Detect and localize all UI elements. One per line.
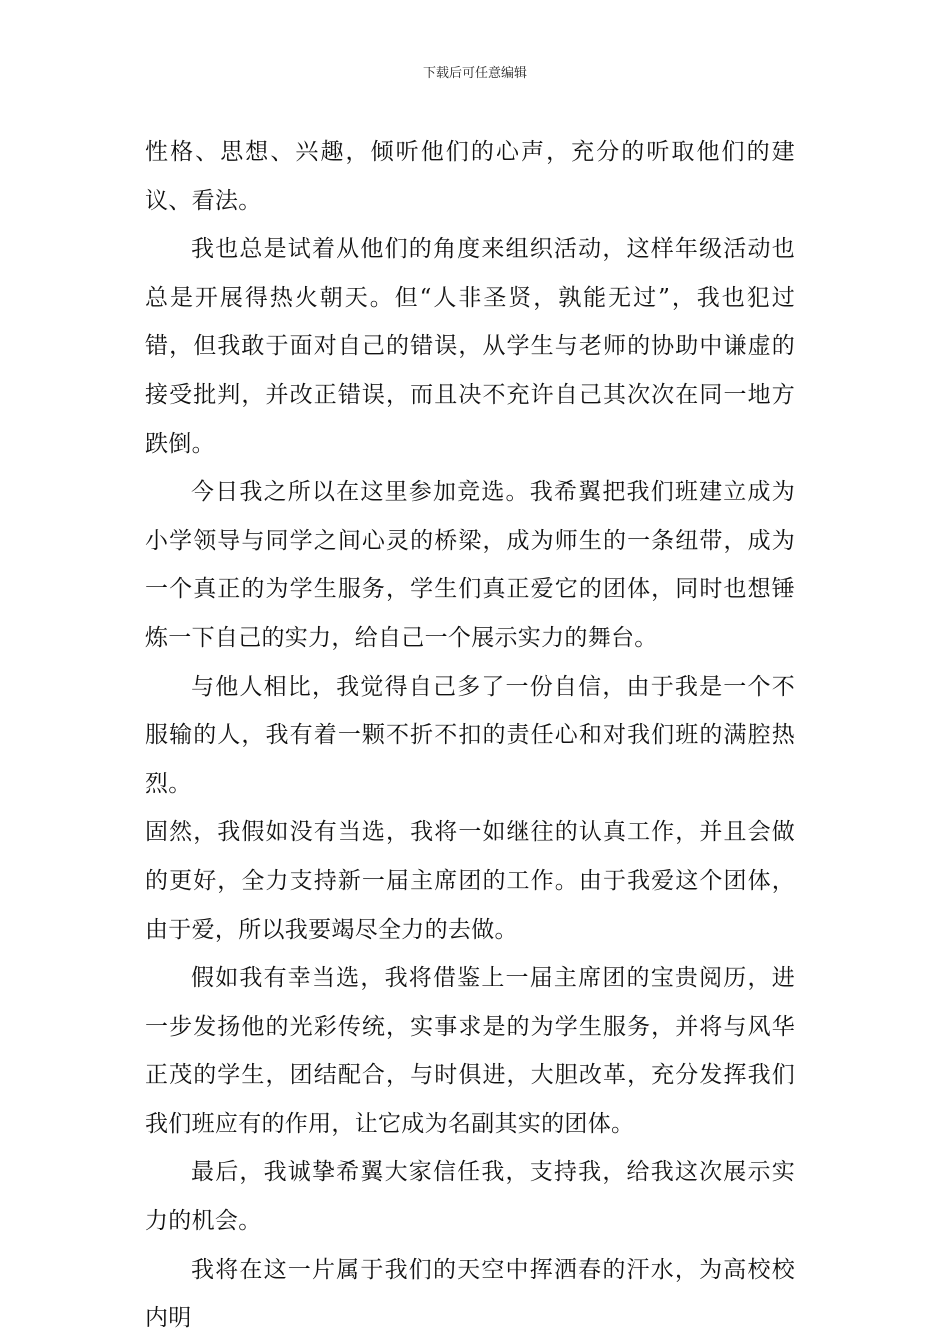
document-body [145, 128, 795, 1343]
page-header: 下载后可任意编辑 [422, 66, 527, 81]
paragraph: 固然，我假如没有当选，我将一如继往的认真工作，并且会做的更好，全力支持新一届主席团的工作。由于我爱这个团体，由于爱，所以我要竭尽全力的去做。 [145, 819, 795, 943]
paragraph: 与他人相比，我觉得自己多了一份自信，由于我是一个不服输的人，我有着一颗不折不扣的责任心和对我们班的满腔热烈。 [145, 673, 795, 797]
paragraph: 假如我有幸当选，我将借鉴上一届主席团的宝贵阅历，进一步发扬他的光彩传统，实事求是的为学生服务，并将与风华正茂的学生，团结配合，与时俱进，大胆改革，充分发挥我们我们班应有的作用，让它成为名副其实的团体。 [145, 965, 795, 1137]
paragraph: 性格、思想、兴趣，倾听他们的心声，充分的听取他们的建议、看法。 [145, 139, 795, 214]
paragraph: 我将在这一片属于我们的天空中挥洒春的汗水，为高校校内明 [145, 1256, 795, 1332]
paragraph: 今日我之所以在这里参加竞选。我希翼把我们班建立成为小学领导与同学之间心灵的桥梁，成为师生的一条纽带，成为一个真正的为学生服务，学生们真正爱它的团体，同时也想锤炼一下自己的实力，给自己一个展示实力的舞台。 [145, 479, 795, 651]
paragraph: 最后，我诚挚希翼大家信任我，支持我，给我这次展示实力的机会。 [145, 1159, 795, 1235]
paragraph: 我也总是试着从他们的角度来组织活动，这样年级活动也总是开展得热火朝天。但“人非圣贤，孰能无过”，我也犯过错，但我敢于面对自己的错误，从学生与老师的协助中谦虚的接受批判，并改正错误，而且决不充许自己其次次在同一地方跌倒。 [145, 236, 795, 457]
